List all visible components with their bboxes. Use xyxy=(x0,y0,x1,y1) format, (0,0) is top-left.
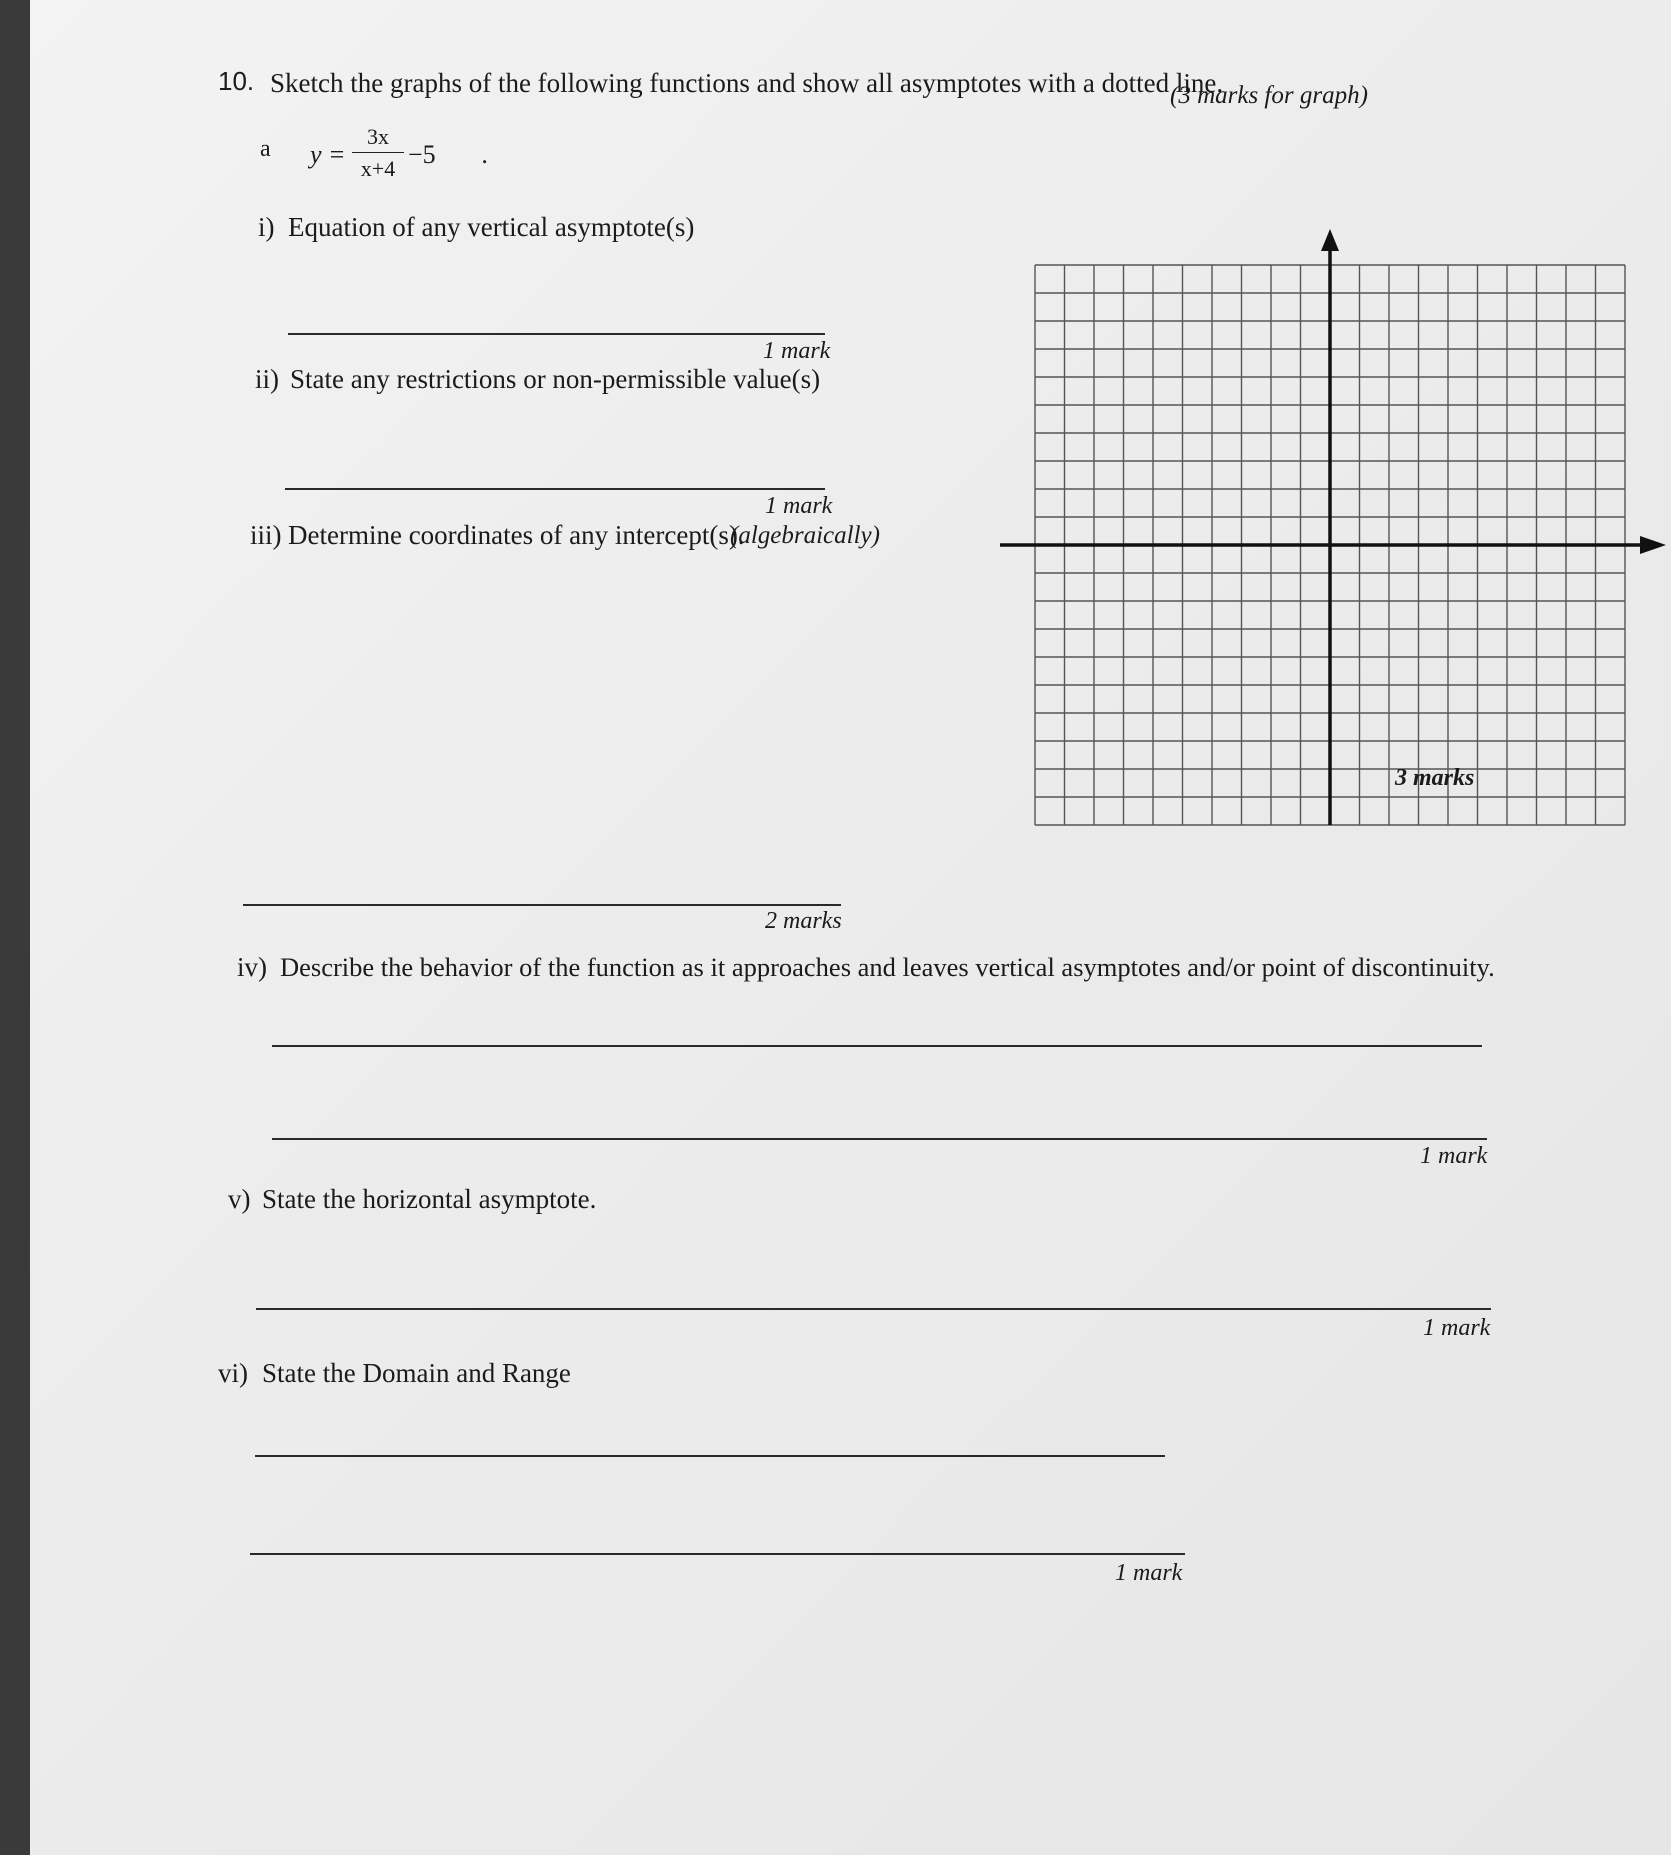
worksheet-page xyxy=(30,0,1671,1855)
item-v-text: State the horizontal asymptote. xyxy=(262,1184,597,1214)
answer-line-iv-2[interactable] xyxy=(272,1138,1487,1140)
question-marks-note: (3 marks for graph) xyxy=(1170,82,1368,109)
answer-line-i[interactable] xyxy=(288,333,825,335)
item-vi-text: State the Domain and Range xyxy=(262,1358,571,1388)
equation-dot: . xyxy=(482,140,489,169)
item-ii-mark: 1 mark xyxy=(765,493,833,519)
item-i-text: Equation of any vertical asymptote(s) xyxy=(288,212,695,242)
answer-line-iv-1[interactable] xyxy=(272,1045,1482,1047)
item-iv-mark: 1 mark xyxy=(1420,1143,1488,1169)
item-i-mark: 1 mark xyxy=(763,338,831,364)
graph-mark: 3 marks xyxy=(1395,765,1475,791)
item-iii-text: Determine coordinates of any intercept(s). xyxy=(288,520,745,550)
answer-line-vi-1[interactable] xyxy=(255,1455,1165,1457)
item-iv-text: Describe the behavior of the function as it approaches and leaves vertical asymptotes and/or point of discontinuity. xyxy=(280,952,1495,982)
graph-area[interactable] xyxy=(1000,225,1671,845)
item-vi-label: vi) xyxy=(218,1358,248,1388)
question-prompt: Sketch the graphs of the following functions and show all asymptotes with a dotted line. xyxy=(270,68,1224,98)
equation-tail: −5 xyxy=(408,140,436,169)
item-iii-mark: 2 marks xyxy=(765,908,842,934)
question-number: 10. xyxy=(218,66,255,96)
answer-line-vi-2[interactable] xyxy=(250,1553,1185,1555)
item-v-mark: 1 mark xyxy=(1423,1315,1491,1341)
x-axis-arrow-icon xyxy=(1640,536,1666,554)
answer-line-iii[interactable] xyxy=(243,904,841,906)
item-ii-label: ii) xyxy=(255,364,279,394)
equation-denominator: x+4 xyxy=(360,156,396,181)
coordinate-grid[interactable] xyxy=(1000,225,1671,845)
item-iii-label: iii) xyxy=(250,520,282,550)
equation-lhs: y = xyxy=(310,140,346,169)
item-i-label: i) xyxy=(258,212,275,242)
item-iii-emphasis: (algebraically) xyxy=(730,522,880,549)
item-vi-mark: 1 mark xyxy=(1115,1560,1183,1586)
item-ii-text: State any restrictions or non-permissible value(s) xyxy=(290,364,821,394)
equation-numerator: 3x xyxy=(367,124,389,149)
part-a-label: a xyxy=(260,136,271,162)
answer-line-ii[interactable] xyxy=(285,488,825,490)
item-iv-label: iv) xyxy=(237,952,267,982)
answer-line-v[interactable] xyxy=(256,1308,1491,1310)
fraction-bar xyxy=(352,152,404,153)
y-axis-arrow-icon xyxy=(1321,229,1339,251)
item-v-label: v) xyxy=(228,1184,251,1214)
